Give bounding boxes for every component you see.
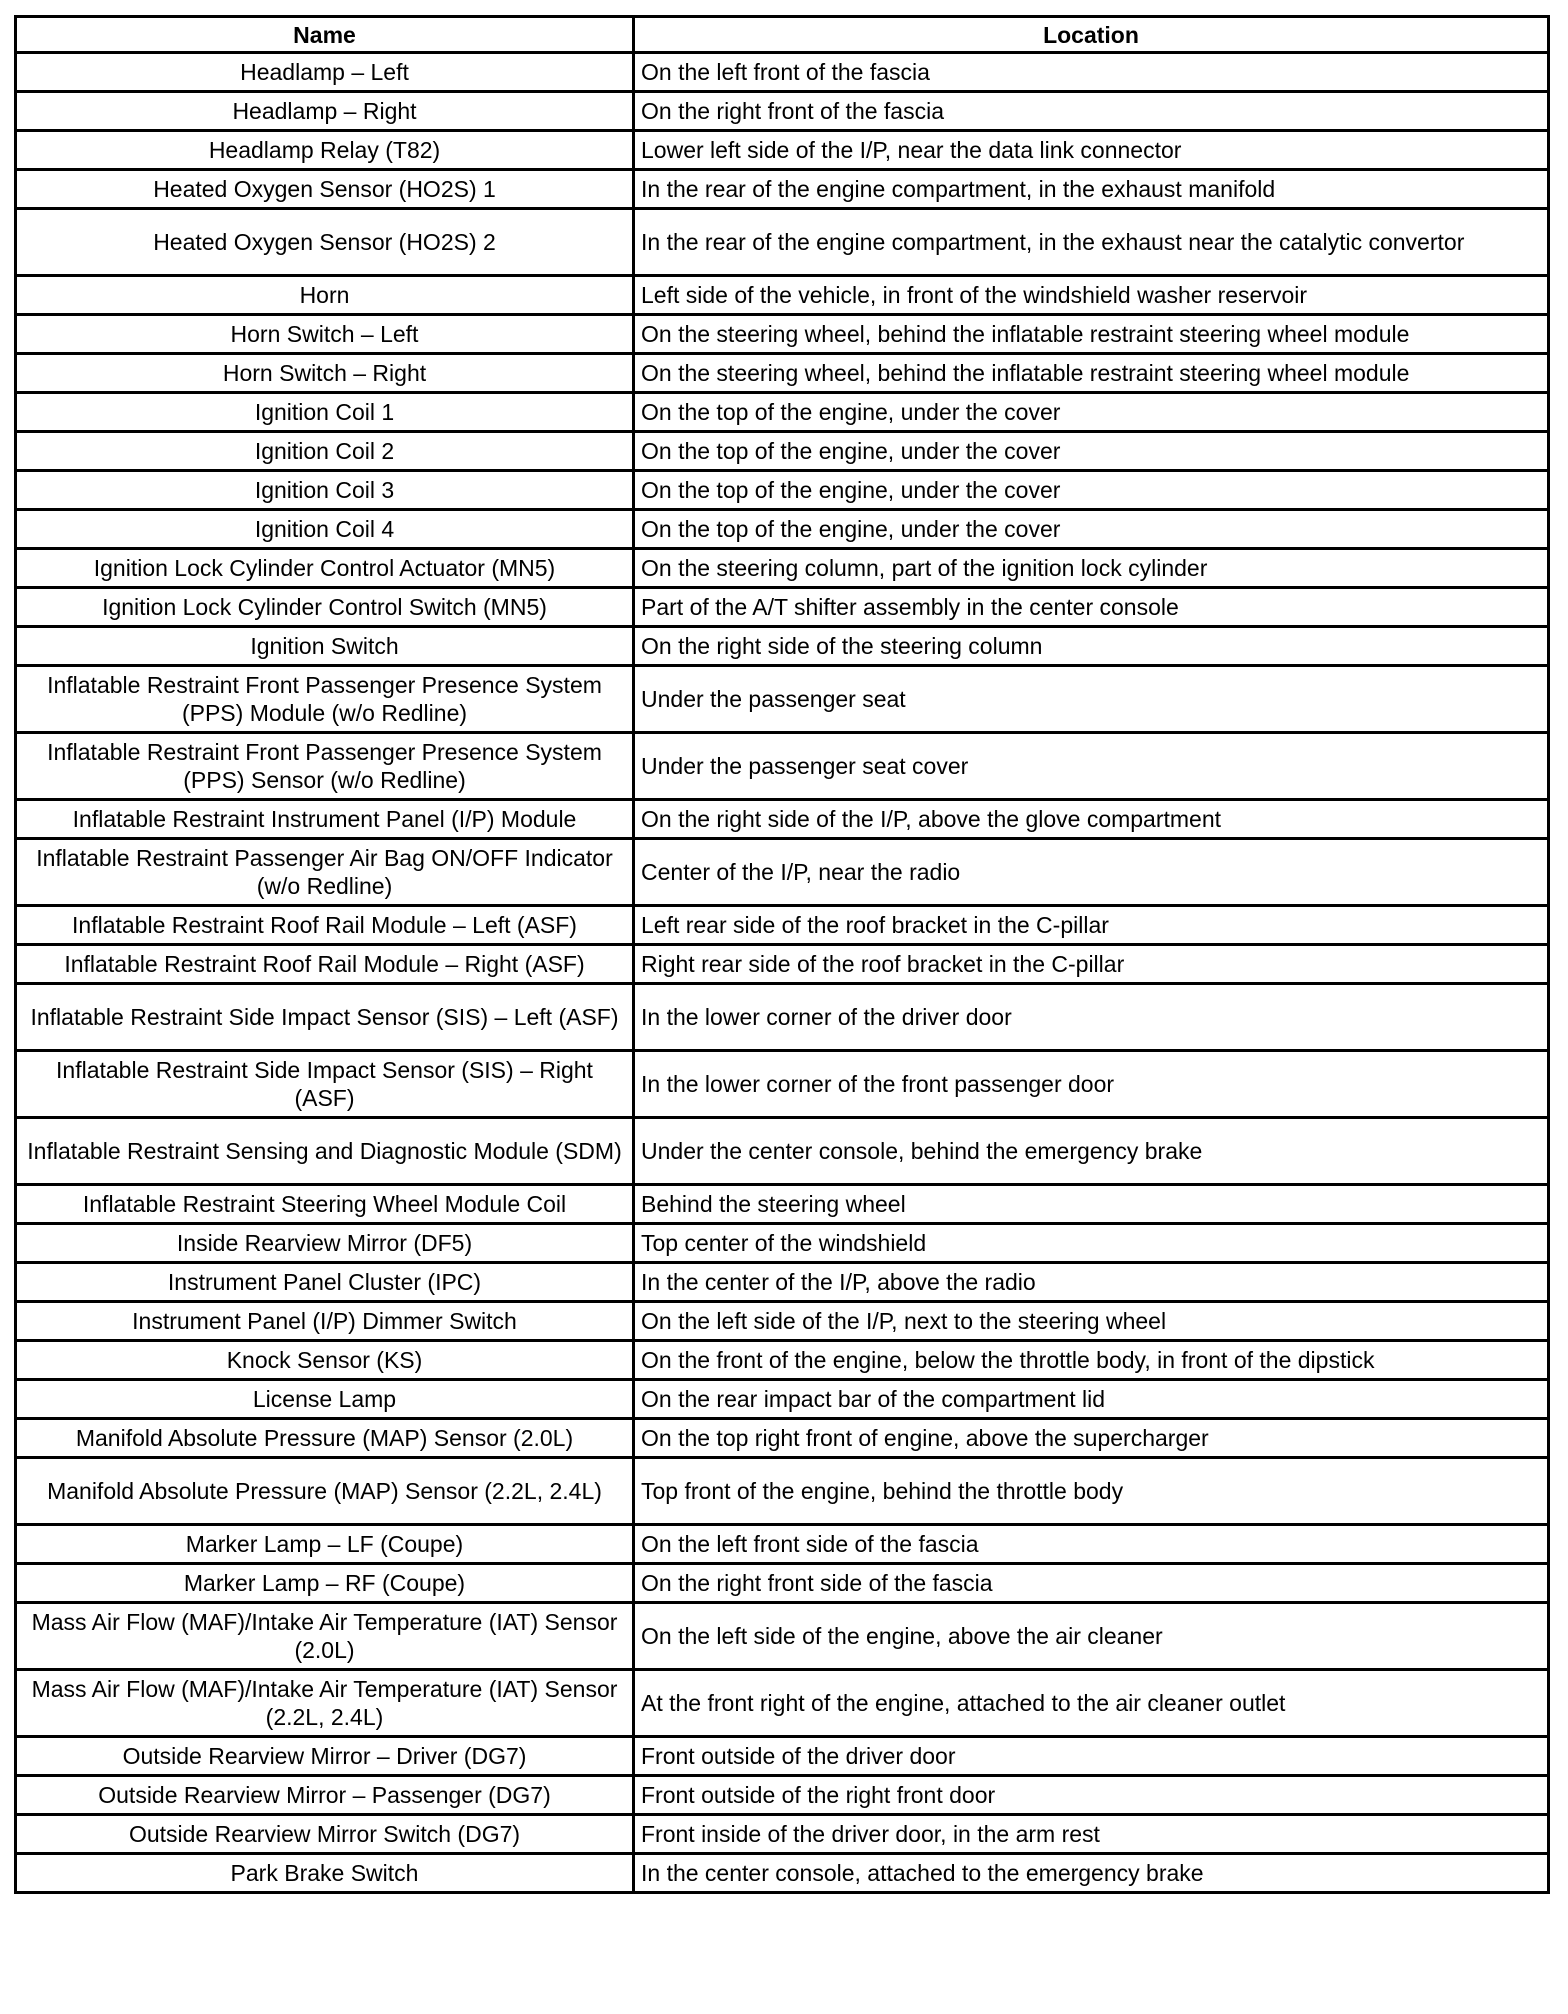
table-row [16,209,1549,276]
table-row [16,1302,1549,1341]
component-name: Inflatable Restraint Side Impact Sensor (SIS) – Right (ASF) [16,1051,634,1118]
table-row [16,354,1549,393]
component-location: On the top of the engine, under the cover [634,393,1549,432]
component-location: On the left side of the I/P, next to the steering wheel [634,1302,1549,1341]
component-location: On the right side of the steering column [634,627,1549,666]
table-row [16,1670,1549,1737]
component-name: Inflatable Restraint Front Passenger Presence System (PPS) Sensor (w/o Redline) [16,733,634,800]
component-name: Marker Lamp – RF (Coupe) [16,1564,634,1603]
table-row [16,315,1549,354]
table-header-row [16,17,1549,53]
component-location: On the top of the engine, under the cover [634,510,1549,549]
table-row [16,1419,1549,1458]
component-name: Heated Oxygen Sensor (HO2S) 2 [16,209,634,276]
component-location: Center of the I/P, near the radio [634,839,1549,906]
component-name: Inflatable Restraint Front Passenger Presence System (PPS) Module (w/o Redline) [16,666,634,733]
component-name: Horn [16,276,634,315]
component-name: Inflatable Restraint Roof Rail Module – Right (ASF) [16,945,634,984]
component-location: Top front of the engine, behind the throttle body [634,1458,1549,1525]
component-location: On the steering wheel, behind the inflatable restraint steering wheel module [634,354,1549,393]
table-row [16,588,1549,627]
component-location: Left rear side of the roof bracket in the C-pillar [634,906,1549,945]
component-name: Ignition Coil 4 [16,510,634,549]
component-location: Under the center console, behind the emergency brake [634,1118,1549,1185]
component-name: Headlamp – Left [16,53,634,92]
table-row [16,1854,1549,1893]
component-location: On the right front side of the fascia [634,1564,1549,1603]
component-location: Behind the steering wheel [634,1185,1549,1224]
component-name: Inflatable Restraint Passenger Air Bag ON/OFF Indicator (w/o Redline) [16,839,634,906]
table-row [16,1525,1549,1564]
table-row [16,393,1549,432]
component-location: In the rear of the engine compartment, in the exhaust manifold [634,170,1549,209]
table-row [16,839,1549,906]
component-name: Horn Switch – Left [16,315,634,354]
table-row [16,1185,1549,1224]
component-name: Headlamp Relay (T82) [16,131,634,170]
component-location: On the steering column, part of the ignition lock cylinder [634,549,1549,588]
table-row [16,1380,1549,1419]
component-name: Marker Lamp – LF (Coupe) [16,1525,634,1564]
table-row [16,1224,1549,1263]
component-name: Outside Rearview Mirror – Driver (DG7) [16,1737,634,1776]
table-row [16,733,1549,800]
table-row [16,510,1549,549]
component-location: On the rear impact bar of the compartment lid [634,1380,1549,1419]
component-location: Under the passenger seat cover [634,733,1549,800]
component-name: Mass Air Flow (MAF)/Intake Air Temperature (IAT) Sensor (2.2L, 2.4L) [16,1670,634,1737]
table-row [16,1564,1549,1603]
component-location: On the top of the engine, under the cover [634,471,1549,510]
component-location: On the top of the engine, under the cover [634,432,1549,471]
component-location: On the right side of the I/P, above the glove compartment [634,800,1549,839]
component-location: Front outside of the right front door [634,1776,1549,1815]
table-row [16,1458,1549,1525]
column-header-name: Name [16,17,634,53]
component-location: On the top right front of engine, above the supercharger [634,1419,1549,1458]
table-row [16,1341,1549,1380]
table-row [16,906,1549,945]
component-name: Inflatable Restraint Sensing and Diagnostic Module (SDM) [16,1118,634,1185]
table-row [16,1776,1549,1815]
table-row [16,276,1549,315]
component-name: Inflatable Restraint Steering Wheel Module Coil [16,1185,634,1224]
component-name: Inside Rearview Mirror (DF5) [16,1224,634,1263]
table-row [16,1051,1549,1118]
table-row [16,131,1549,170]
table-row [16,432,1549,471]
component-location: On the left front of the fascia [634,53,1549,92]
component-name: Ignition Switch [16,627,634,666]
component-location: On the right front of the fascia [634,92,1549,131]
component-location: In the center console, attached to the emergency brake [634,1854,1549,1893]
component-location: Front outside of the driver door [634,1737,1549,1776]
component-name: Knock Sensor (KS) [16,1341,634,1380]
table-row [16,1118,1549,1185]
component-name: Inflatable Restraint Roof Rail Module – Left (ASF) [16,906,634,945]
component-name: License Lamp [16,1380,634,1419]
component-name: Ignition Lock Cylinder Control Switch (MN5) [16,588,634,627]
table-row [16,170,1549,209]
table-row [16,549,1549,588]
component-name: Ignition Coil 3 [16,471,634,510]
table-row [16,1815,1549,1854]
component-location: Front inside of the driver door, in the arm rest [634,1815,1549,1854]
component-location: Under the passenger seat [634,666,1549,733]
component-location: In the rear of the engine compartment, in the exhaust near the catalytic convertor [634,209,1549,276]
component-location: In the lower corner of the driver door [634,984,1549,1051]
table-row [16,945,1549,984]
component-name: Horn Switch – Right [16,354,634,393]
component-location: On the steering wheel, behind the inflatable restraint steering wheel module [634,315,1549,354]
table-row [16,627,1549,666]
component-name: Ignition Coil 1 [16,393,634,432]
table-row [16,471,1549,510]
component-name: Instrument Panel (I/P) Dimmer Switch [16,1302,634,1341]
table-row [16,53,1549,92]
component-name: Manifold Absolute Pressure (MAP) Sensor (2.0L) [16,1419,634,1458]
component-location: On the front of the engine, below the throttle body, in front of the dipstick [634,1341,1549,1380]
component-location: On the left front side of the fascia [634,1525,1549,1564]
table-row [16,666,1549,733]
component-location: Part of the A/T shifter assembly in the center console [634,588,1549,627]
component-location: In the lower corner of the front passenger door [634,1051,1549,1118]
table-row [16,984,1549,1051]
component-location: At the front right of the engine, attached to the air cleaner outlet [634,1670,1549,1737]
component-location-table [14,15,1550,1894]
component-name: Mass Air Flow (MAF)/Intake Air Temperature (IAT) Sensor (2.0L) [16,1603,634,1670]
component-name: Ignition Lock Cylinder Control Actuator (MN5) [16,549,634,588]
component-name: Headlamp – Right [16,92,634,131]
component-name: Park Brake Switch [16,1854,634,1893]
component-location: In the center of the I/P, above the radio [634,1263,1549,1302]
component-location: On the left side of the engine, above the air cleaner [634,1603,1549,1670]
component-name: Instrument Panel Cluster (IPC) [16,1263,634,1302]
component-name: Ignition Coil 2 [16,432,634,471]
table-body [16,53,1549,1893]
component-name: Heated Oxygen Sensor (HO2S) 1 [16,170,634,209]
table-row [16,1263,1549,1302]
component-name: Manifold Absolute Pressure (MAP) Sensor (2.2L, 2.4L) [16,1458,634,1525]
table-row [16,800,1549,839]
component-name: Inflatable Restraint Instrument Panel (I/P) Module [16,800,634,839]
column-header-location: Location [634,17,1549,53]
table-row [16,92,1549,131]
component-location: Right rear side of the roof bracket in the C-pillar [634,945,1549,984]
table-row [16,1603,1549,1670]
component-location: Top center of the windshield [634,1224,1549,1263]
component-location: Lower left side of the I/P, near the data link connector [634,131,1549,170]
table-row [16,1737,1549,1776]
component-name: Inflatable Restraint Side Impact Sensor (SIS) – Left (ASF) [16,984,634,1051]
component-location: Left side of the vehicle, in front of the windshield washer reservoir [634,276,1549,315]
component-name: Outside Rearview Mirror – Passenger (DG7) [16,1776,634,1815]
component-name: Outside Rearview Mirror Switch (DG7) [16,1815,634,1854]
